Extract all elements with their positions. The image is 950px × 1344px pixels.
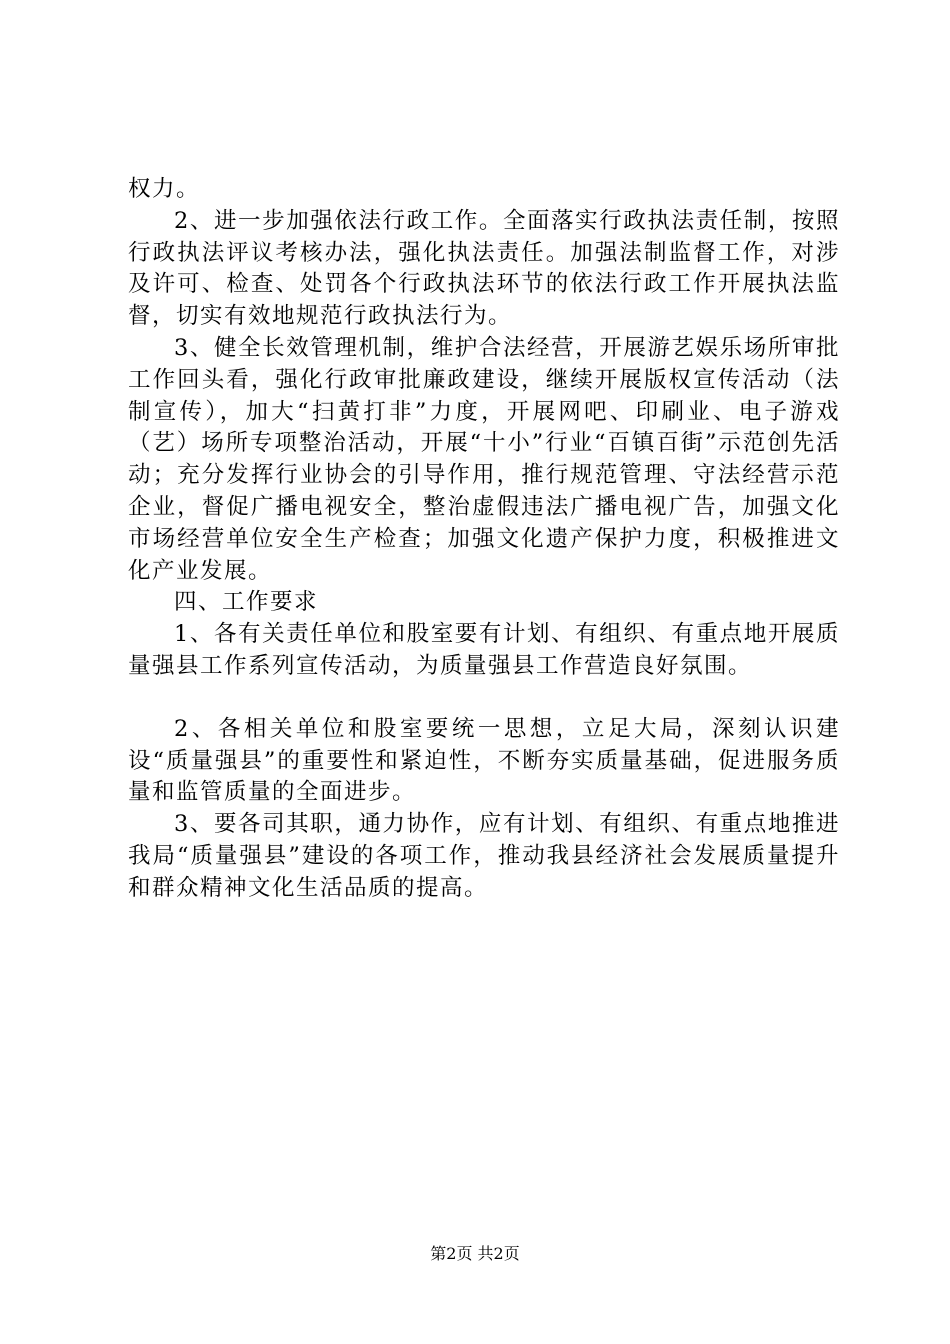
paragraph-item-2-law-enforcement: 2、进一步加强依法行政工作。全面落实行政执法责任制，按照行政执法评议考核办法，强化执法责任。加强法制监督工作，对涉及许可、检查、处罚各个行政执法环节的依法行政工作开展执法监督，切实有效地规范行政执法行为。 — [128, 207, 840, 330]
paragraph-requirement-1: 1、各有关责任单位和股室要有计划、有组织、有重点地开展质量强县工作系列宣传活动，为质量强县工作营造良好氛围。 — [128, 621, 840, 679]
paragraph-continuation: 权力。 — [128, 176, 201, 202]
paragraph-requirement-3: 3、要各司其职，通力协作，应有计划、有组织、有重点地推进我局“质量强县”建设的各项工作，推动我县经济社会发展质量提升和群众精神文化生活品质的提高。 — [128, 811, 840, 901]
paragraph-item-3-management-mechanism: 3、健全长效管理机制，维护合法经营，开展游艺娱乐场所审批工作回头看，强化行政审批廉政建设，继续开展版权宣传活动（法制宣传），加大“扫黄打非”力度，开展网吧、印刷业、电子游戏（艺）场所专项整治活动，开展“十小”行业“百镇百街”示范创先活动；充分发挥行业协会的引导作用，推行规范管理、守法经营示范企业，督促广播电视安全，整治虚假违法广播电视广告，加强文化市场经营单位安全生产检查；加强文化遗产保护力度，积极推进文化产业发展。 — [128, 334, 840, 584]
paragraph-requirement-2: 2、各相关单位和股室要统一思想，立足大局，深刻认识建设“质量强县”的重要性和紧迫性，不断夯实质量基础，促进服务质量和监管质量的全面进步。 — [128, 715, 840, 806]
page-footer: 第2页 共2页 — [430, 1244, 520, 1263]
section-heading-work-requirements: 四、工作要求 — [174, 589, 319, 616]
paragraph-spacer — [128, 683, 840, 714]
document-body — [128, 174, 840, 905]
